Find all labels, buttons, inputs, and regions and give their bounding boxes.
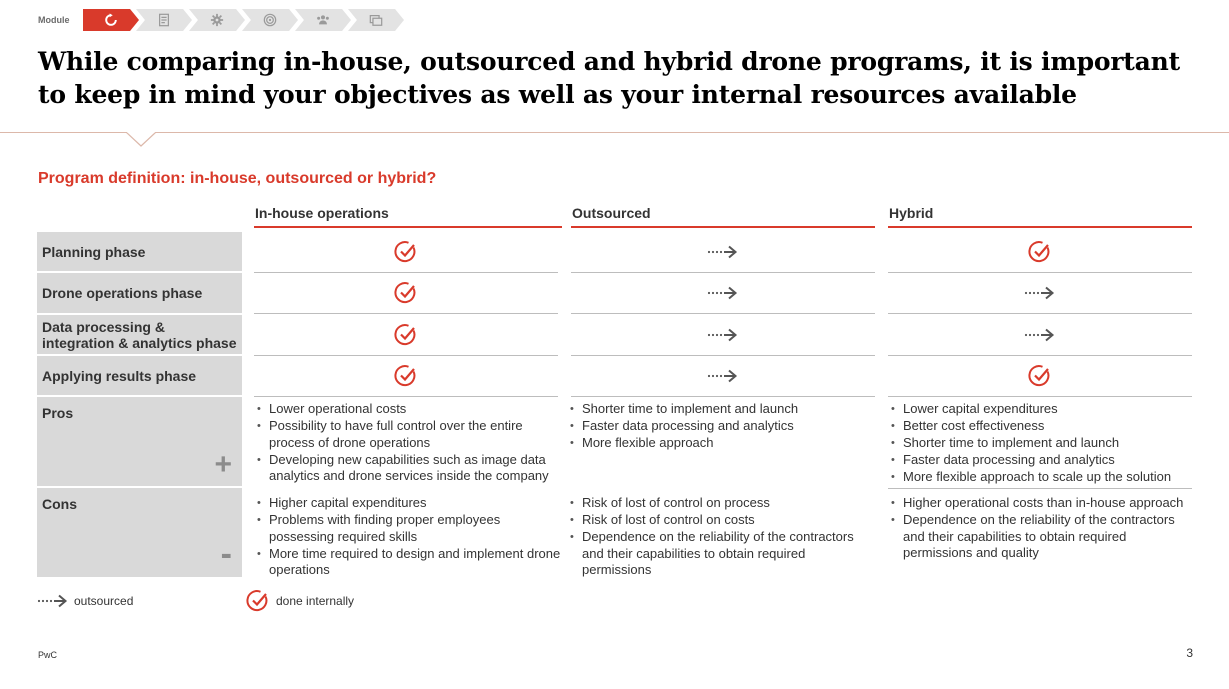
- gear-icon: [210, 13, 224, 27]
- row-label-data-processing: Data processing & integration & analytics phase: [37, 315, 242, 354]
- list-item: • Lower capital expenditures: [889, 401, 1189, 418]
- check-circle-icon: [394, 323, 418, 347]
- list-item: • Dependence on the reliability of the contractors and their capabilities to obtain required permissions and quality: [889, 512, 1189, 562]
- dotted-arrow-icon: [707, 244, 739, 260]
- phase-cell: [254, 356, 558, 396]
- footer-brand: PwC: [38, 650, 58, 660]
- pros-list-in-house: [255, 401, 555, 485]
- module-step-5[interactable]: [295, 9, 351, 31]
- cons-label: Cons: [42, 496, 77, 512]
- page-title: While comparing in-house, outsourced and hybrid drone programs, it is important to keep in mind your objectives as well as your internal resources available: [38, 47, 1180, 109]
- list-item: • Faster data processing and analytics: [889, 452, 1189, 469]
- row-label-cons: [37, 488, 242, 577]
- section-subtitle: Program definition: in-house, outsourced or hybrid?: [38, 170, 437, 187]
- module-label: Module: [38, 15, 70, 25]
- row-divider: [254, 355, 558, 356]
- column-header-hybrid: Hybrid: [888, 205, 1192, 228]
- cons-list-hybrid: [889, 495, 1189, 562]
- row-divider: [888, 396, 1192, 397]
- phase-cell: [888, 273, 1192, 313]
- row-divider: [571, 396, 875, 397]
- list-item: • Dependence on the reliability of the contractors and their capabilities to obtain required permissions: [568, 529, 868, 579]
- row-label-pros: [37, 397, 242, 486]
- legend-outsourced-label: outsourced: [74, 594, 134, 608]
- plus-icon: +: [214, 448, 232, 481]
- row-divider: [571, 355, 875, 356]
- row-divider: [254, 272, 558, 273]
- row-divider: [571, 272, 875, 273]
- list-item: • More flexible approach to scale up the solution: [889, 469, 1189, 486]
- check-circle-icon: [394, 364, 418, 388]
- checklist-icon: [157, 13, 171, 27]
- phase-cell: [571, 232, 875, 272]
- dotted-arrow-icon: [707, 327, 739, 343]
- dotted-arrow-icon: [707, 285, 739, 301]
- phase-cell: [888, 232, 1192, 272]
- check-circle-icon: [394, 281, 418, 305]
- phase-cell: [888, 356, 1192, 396]
- legend-done-label: done internally: [276, 594, 355, 608]
- list-item: • Lower operational costs: [255, 401, 555, 418]
- row-divider: [571, 313, 875, 314]
- minus-icon: -: [220, 535, 232, 573]
- cons-list-in-house: [255, 495, 561, 579]
- list-item: • Developing new capabilities such as image data analytics and drone services inside the company: [255, 452, 555, 485]
- list-item: • Higher capital expenditures: [255, 495, 561, 512]
- row-label-planning: Planning phase: [37, 232, 242, 271]
- list-item: • Higher operational costs than in-house approach: [889, 495, 1189, 512]
- dotted-arrow-icon: [1024, 327, 1056, 343]
- phase-cell: [571, 315, 875, 355]
- list-item: • More time required to design and implement drone operations: [255, 546, 561, 579]
- list-item: • Better cost effectiveness: [889, 418, 1189, 435]
- phase-cell: [254, 315, 558, 355]
- refresh-icon: [104, 13, 118, 27]
- row-divider: [888, 488, 1192, 489]
- list-item: • Faster data processing and analytics: [568, 418, 868, 435]
- row-divider: [888, 272, 1192, 273]
- pros-list-hybrid: [889, 401, 1189, 486]
- dotted-arrow-icon: [707, 368, 739, 384]
- list-item: • Problems with finding proper employees possessing required skills: [255, 512, 561, 545]
- check-circle-icon: [1028, 240, 1052, 264]
- cons-list-outsourced: [568, 495, 868, 579]
- title-divider-notch: [126, 132, 156, 148]
- column-header-in-house: In-house operations: [254, 205, 562, 228]
- list-item: • Shorter time to implement and launch: [889, 435, 1189, 452]
- module-step-2[interactable]: [136, 9, 192, 31]
- phase-cell: [571, 273, 875, 313]
- list-item: • More flexible approach: [568, 435, 868, 452]
- people-icon: [316, 13, 330, 27]
- row-divider: [254, 313, 558, 314]
- module-step-1[interactable]: [83, 9, 139, 31]
- list-item: • Risk of lost of control on process: [568, 495, 868, 512]
- phase-cell: [888, 315, 1192, 355]
- row-label-applying-results: Applying results phase: [37, 356, 242, 395]
- check-circle-icon: [394, 240, 418, 264]
- check-circle-icon: [1028, 364, 1052, 388]
- module-step-4[interactable]: [242, 9, 298, 31]
- list-item: • Possibility to have full control over the entire process of drone operations: [255, 418, 555, 451]
- list-item: • Shorter time to implement and launch: [568, 401, 868, 418]
- row-label-drone-operations: Drone operations phase: [37, 273, 242, 313]
- page-number: 3: [1186, 646, 1193, 660]
- row-divider: [888, 313, 1192, 314]
- row-divider: [888, 355, 1192, 356]
- pros-list-outsourced: [568, 401, 868, 452]
- dotted-arrow-icon: [1024, 285, 1056, 301]
- list-item: • Risk of lost of control on costs: [568, 512, 868, 529]
- column-header-outsourced: Outsourced: [571, 205, 875, 228]
- phase-cell: [254, 232, 558, 272]
- module-step-6[interactable]: [348, 9, 404, 31]
- phase-cell: [254, 273, 558, 313]
- check-circle-icon: [246, 589, 270, 613]
- module-step-3[interactable]: [189, 9, 245, 31]
- phase-cell: [571, 356, 875, 396]
- dotted-arrow-icon: [37, 593, 69, 609]
- stack-icon: [369, 13, 383, 27]
- row-divider: [254, 396, 558, 397]
- signal-icon: [263, 13, 277, 27]
- pros-label: Pros: [42, 405, 74, 421]
- title-divider: [0, 132, 1229, 133]
